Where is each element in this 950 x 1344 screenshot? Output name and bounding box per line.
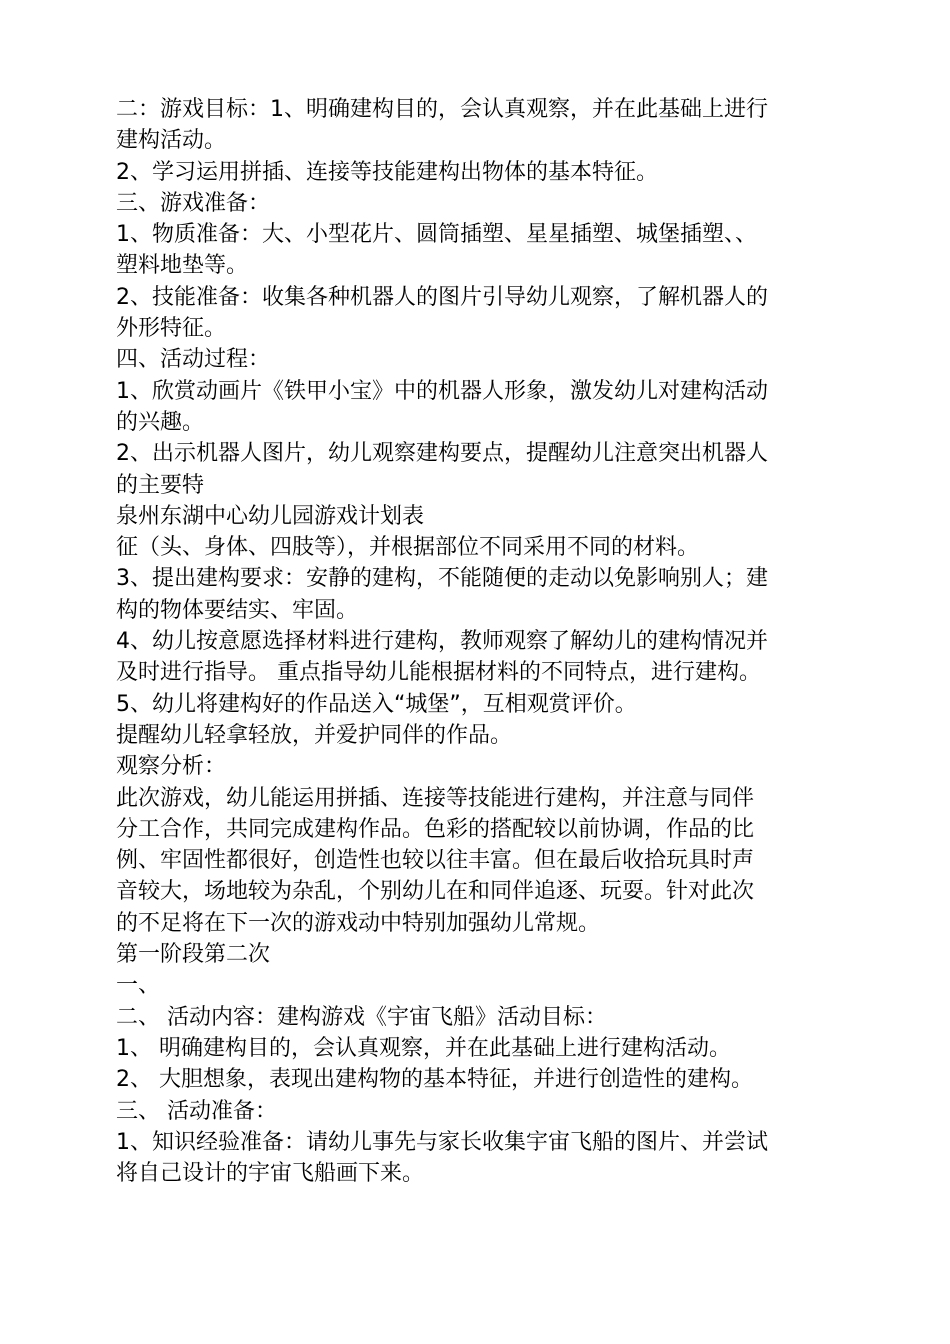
text-line: 5、幼儿将建构好的作品送入“城堡”，互相观赏评价。 xyxy=(116,691,637,717)
text-line: 二、 活动内容：建构游戏《宇宙飞船》活动目标： xyxy=(116,1004,607,1030)
text-line: 例、牢固性都很好，创造性也较以往丰富。但在最后收拾玩具时声 xyxy=(116,848,755,874)
text-line: 1、欣赏动画片《铁甲小宝》中的机器人形象，激发幼儿对建构活动 xyxy=(116,378,768,404)
text-line: 泉州东湖中心幼儿园游戏计划表 xyxy=(116,503,425,529)
text-line: 2、学习运用拼插、连接等技能建构出物体的基本特征。 xyxy=(116,159,658,185)
text-line: 一、 xyxy=(116,973,161,999)
text-line: 此次游戏，幼儿能运用拼插、连接等技能进行建构，并注意与同伴 xyxy=(116,785,755,811)
text-line: 提醒幼儿轻拿轻放，并爱护同伴的作品。 xyxy=(116,722,513,748)
text-line: 音较大，场地较为杂乱，个别幼儿在和同伴追逐、玩耍。针对此次 xyxy=(116,879,755,905)
text-line: 三、 活动准备： xyxy=(116,1098,277,1124)
text-line: 2、 大胆想象，表现出建构物的基本特征，并进行创造性的建构。 xyxy=(116,1067,753,1093)
text-line: 的兴趣。 xyxy=(116,409,205,435)
text-line: 四、活动过程： xyxy=(116,347,271,373)
text-line: 将自己设计的宇宙飞船画下来。 xyxy=(116,1161,425,1187)
document-body xyxy=(116,94,836,1189)
text-line: 3、提出建构要求：安静的建构，不能随便的走动以免影响别人；建 xyxy=(116,566,768,592)
text-line: 1、物质准备：大、小型花片、圆筒插塑、星星插塑、城堡插塑、、 xyxy=(116,222,757,248)
text-line: 外形特征。 xyxy=(116,316,227,342)
text-line: 2、技能准备：收集各种机器人的图片引导幼儿观察，了解机器人的 xyxy=(116,284,768,310)
text-line: 塑料地垫等。 xyxy=(116,253,249,279)
text-line: 的不足将在下一次的游戏动中特别加强幼儿常规。 xyxy=(116,910,601,936)
text-line: 分工合作，共同完成建构作品。色彩的搭配较以前协调，作品的比 xyxy=(116,816,755,842)
text-line: 4、幼儿按意愿选择材料进行建构，教师观察了解幼儿的建构情况并 xyxy=(116,629,768,655)
text-line: 的主要特 xyxy=(116,472,205,498)
text-line: 二：游戏目标：1、明确建构目的，会认真观察，并在此基础上进行 xyxy=(116,97,768,122)
text-line: 征（头、身体、四肢等），并根据部位不同采用不同的材料。 xyxy=(116,535,700,561)
text-line: 第一阶段第二次 xyxy=(116,942,271,968)
text-line: 1、 明确建构目的，会认真观察，并在此基础上进行建构活动。 xyxy=(116,1035,731,1061)
text-line: 建构活动。 xyxy=(116,128,227,154)
text-line: 及时进行指导。 重点指导幼儿能根据材料的不同特点，进行建构。 xyxy=(116,660,761,686)
text-line: 构的物体要结实、牢固。 xyxy=(116,597,359,623)
text-line: 观察分析： xyxy=(116,754,227,780)
text-line: 2、出示机器人图片，幼儿观察建构要点，提醒幼儿注意突出机器人 xyxy=(116,441,768,467)
text-line: 三、游戏准备： xyxy=(116,190,271,216)
text-line: 1、知识经验准备：请幼儿事先与家长收集宇宙飞船的图片、并尝试 xyxy=(116,1129,768,1155)
